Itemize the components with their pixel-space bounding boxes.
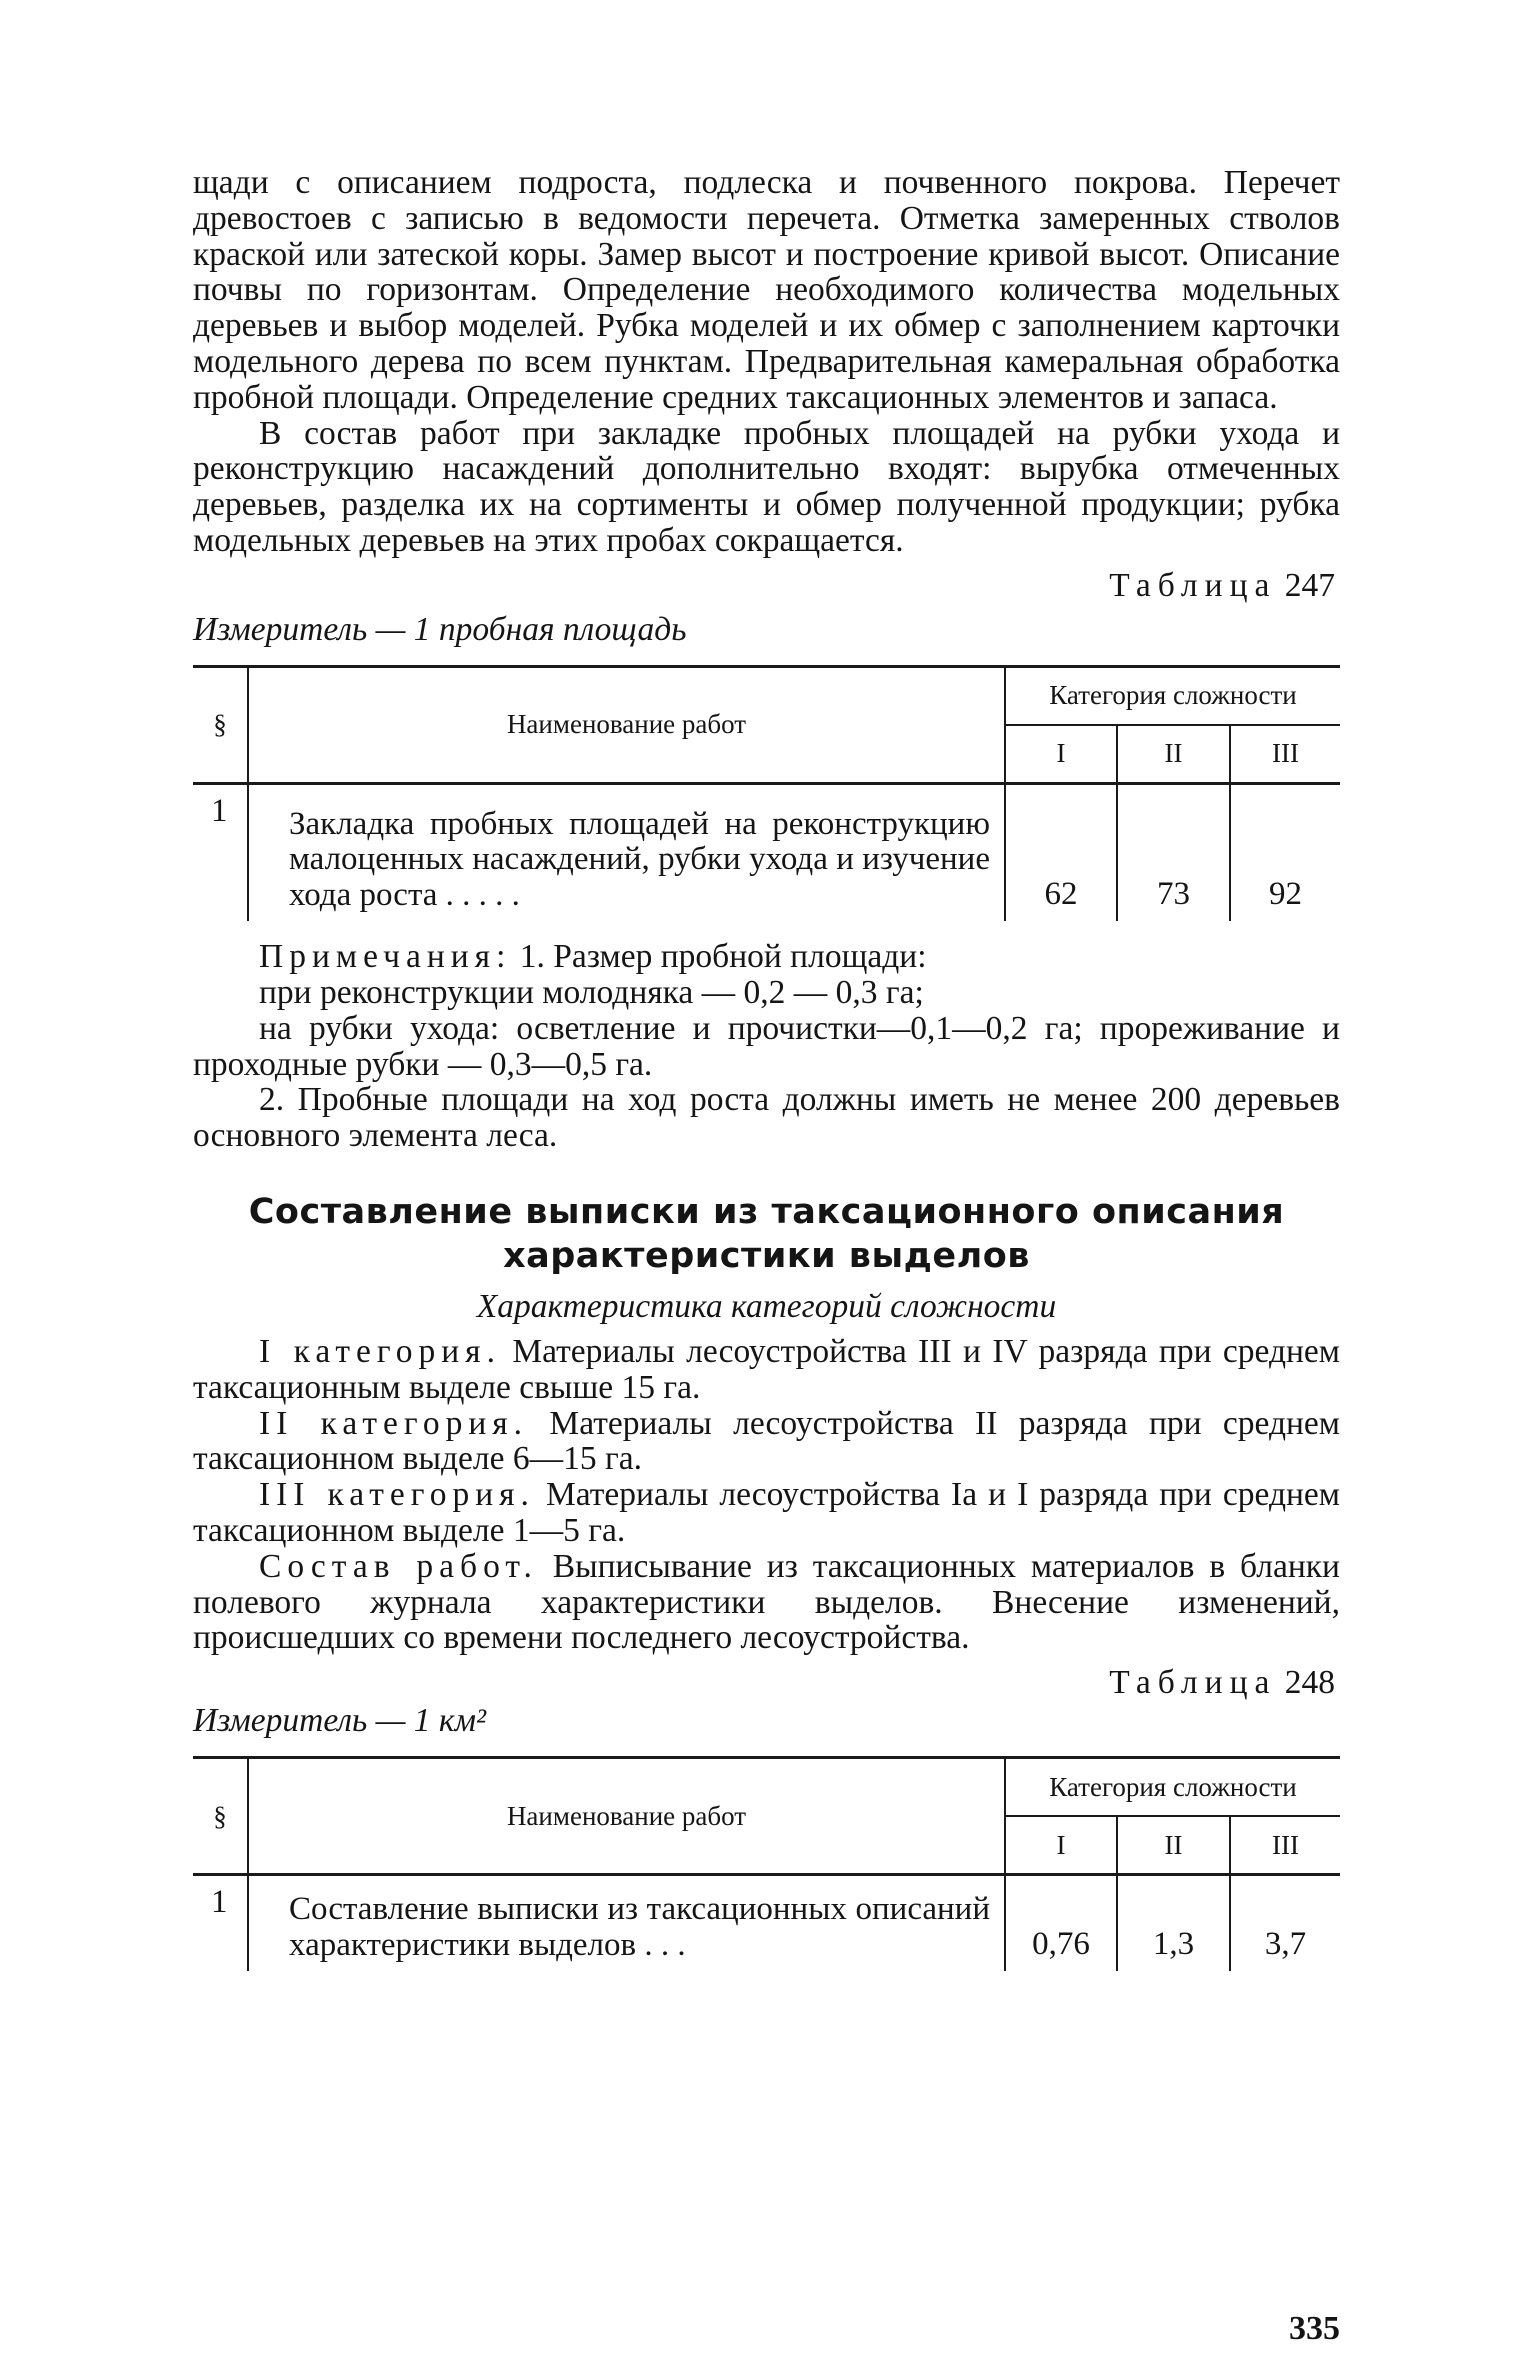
table-248 xyxy=(193,1756,1340,1971)
section-subtitle: Характеристика категорий сложности xyxy=(476,1288,1057,1326)
table-247-col-ii: II xyxy=(1117,725,1230,784)
paragraph-intro: щади с описанием подроста, подлеска и почвенного покрова. Перечет древостоев с записью в ведомости перечета. Отметка замеренных стволов краской или затеской коры. Замер высот и построение кривой высот. Описание почвы по горизонтам. Определение необходимого количества модельных деревьев и выбор моделей. Рубка моделей и их обмер с заполнением карточки модельного дерева по всем пунктам. Предварительная камеральная обработка пробной площади. Определение средних таксационных элементов и запаса. xyxy=(193,164,1340,416)
document-page xyxy=(193,164,1341,2347)
table-row xyxy=(193,783,1340,921)
section-title: Составление выписки из таксационного описания характеристики выделов xyxy=(248,1192,1285,1277)
table-247-row-i: 62 xyxy=(1005,783,1117,921)
table-248-col-i: I xyxy=(1005,1816,1117,1875)
category-3: III категория. Материалы лесоустройства Iа и I разряда при среднем таксационном выделе 1—5 га. xyxy=(193,1476,1340,1550)
paragraph-additional-works: В состав работ при закладке пробных площадей на рубки ухода и реконструкцию насаждений дополнительно входят: вырубка отмеченных деревьев, разделка их на сортименты и обмер полученной продукции; рубка модельных деревьев на этих пробах сокращается. xyxy=(193,414,1340,559)
table-248-col-iii: III xyxy=(1230,1816,1340,1875)
table-248-row-name: Составление выписки из таксационных описаний характеристики выделов . . . xyxy=(248,1875,1005,1972)
table-247 xyxy=(193,665,1340,922)
table-247-notes xyxy=(193,939,1340,1154)
table-247-number: Таблица 247 xyxy=(1109,566,1335,604)
table-247-measure: Измеритель — 1 пробная площадь xyxy=(193,610,687,648)
table-248-number: Таблица 248 xyxy=(1109,1664,1335,1702)
table-248-caption xyxy=(193,1656,1340,1746)
table-247-row-name: Закладка пробных площадей на реконструкцию малоценных насаждений, рубки ухода и изучение хода роста . . . . . xyxy=(248,783,1005,921)
note-1-line-3: на рубки ухода: осветление и прочистки—0,1—0,2 га; прореживание и проходные рубки — 0,3—0,5 га. xyxy=(193,1009,1340,1083)
table-247-col-section: § xyxy=(193,666,248,783)
table-247-row-section: 1 xyxy=(211,792,228,829)
table-248-col-category: Категория сложности xyxy=(1005,1758,1340,1817)
table-row xyxy=(193,1875,1340,1972)
note-1-line-2: при реконструкции молодняка — 0,2 — 0,3 га; xyxy=(259,974,924,1012)
table-247-row-iii: 92 xyxy=(1230,783,1340,921)
note-1: Примечания: 1. Размер пробной площади: xyxy=(259,938,927,976)
page-number: 335 xyxy=(1289,2310,1340,2347)
table-248-measure: Измеритель — 1 км² xyxy=(193,1702,487,1740)
table-247-col-category: Категория сложности xyxy=(1005,666,1340,725)
work-composition: Состав работ. Выписывание из таксационных материалов в бланки полевого журнала характеристики выделов. Внесение изменений, происшедших со времени последнего лесоустройства. xyxy=(193,1547,1340,1657)
table-248-row-section: 1 xyxy=(211,1884,228,1921)
table-248-col-section: § xyxy=(193,1758,248,1875)
category-2: II категория. Материалы лесоустройства II разряда при среднем таксационном выделе 6—15 га. xyxy=(193,1404,1341,1478)
category-1: I категория. Материалы лесоустройства III и IV разряда при среднем таксационным выделе свыше 15 га. xyxy=(193,1333,1340,1406)
table-248-col-name: Наименование работ xyxy=(248,1758,1005,1875)
table-247-col-i: I xyxy=(1005,725,1117,784)
table-248-row-i: 0,76 xyxy=(1005,1875,1117,1972)
table-247-col-name: Наименование работ xyxy=(248,666,1005,783)
table-248-row-iii: 3,7 xyxy=(1230,1875,1340,1972)
note-2: 2. Пробные площади на ход роста должны иметь не менее 200 деревьев основного элемента леса. xyxy=(193,1081,1340,1155)
table-248-col-ii: II xyxy=(1117,1816,1230,1875)
table-248-row-ii: 1,3 xyxy=(1117,1875,1230,1972)
table-247-caption xyxy=(193,559,1340,655)
table-247-col-iii: III xyxy=(1230,725,1340,784)
table-247-row-ii: 73 xyxy=(1117,783,1230,921)
